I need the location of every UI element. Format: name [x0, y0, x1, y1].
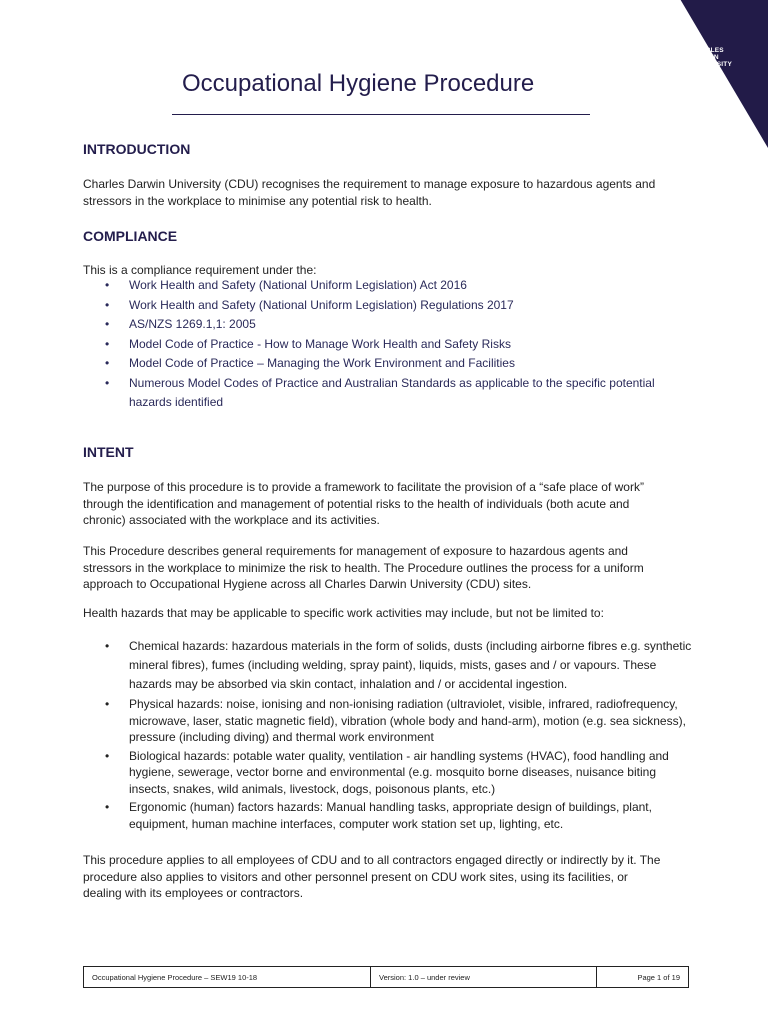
compliance-lead: This is a compliance requirement under the:	[83, 263, 317, 277]
footer-document-id: Occupational Hygiene Procedure – SEW19 10-18	[84, 967, 371, 987]
hazards-list	[83, 637, 698, 832]
introduction-heading: INTRODUCTION	[83, 141, 191, 157]
list-item: • Model Code of Practice – Managing the Work Environment and Facilities	[83, 354, 698, 374]
logo-line-1: CHARLES	[691, 47, 724, 54]
footer-version: Version: 1.0 – under review	[371, 967, 597, 987]
logo-line-2: DARWIN	[691, 54, 719, 61]
list-item: • Work Health and Safety (National Uniform Legislation) Act 2016	[83, 276, 698, 296]
intent-heading: INTENT	[83, 444, 134, 460]
list-item: • Numerous Model Codes of Practice and Australian Standards as applicable to the specific potential hazards identified	[83, 374, 698, 413]
intent-paragraph-3: Health hazards that may be applicable to specific work activities may include, but not be limited to:	[83, 606, 604, 620]
document-title: Occupational Hygiene Procedure	[182, 70, 535, 97]
university-logo	[676, 47, 742, 68]
footer-page-number: Page 1 of 19	[637, 972, 680, 982]
list-item: • AS/NZS 1269.1,1: 2005	[83, 315, 698, 335]
introduction-paragraph: Charles Darwin University (CDU) recognises the requirement to manage exposure to hazardous agents and stressors in the workplace to minimise any potential risk to health.	[83, 177, 656, 208]
intent-paragraph-2: This Procedure describes general requirements for management of exposure to hazardous agents and stressors in the workplace to minimize the risk to health. The Procedure outlines the process for a uniform approach to Occupational Hygiene across all Charles Darwin University (CDU) sites.	[83, 544, 644, 591]
list-item: • Biological hazards: potable water quality, ventilation - air handling systems (HVAC), food handling and hygiene, sewerage, vector borne and environmental (e.g. mosquito borne diseases, nuisance biting insects, snakes, wild animals, livestock, dogs, poisonous plants, etc.)	[83, 748, 698, 798]
scope-paragraph: This procedure applies to all employees of CDU and to all contractors engaged directly or indirectly by it. The procedure also applies to visitors and other personnel present on CDU work sites, using its facilities, or dealing with its employees or contractors.	[83, 853, 661, 900]
hazards-list-wrapper	[83, 637, 698, 834]
logo-line-3: UNIVERSITY	[691, 61, 733, 68]
list-item: • Work Health and Safety (National Uniform Legislation) Regulations 2017	[83, 296, 698, 316]
title-underline	[172, 114, 590, 115]
page-footer	[83, 966, 689, 988]
list-item: • Physical hazards: noise, ionising and non-ionising radiation (ultraviolet, visible, infrared, radiofrequency, microwave, laser, static magnetic field), vibration (whole body and hand-arm), motion (e.g. sea sickness), pressure (including diving) and thermal work environment	[83, 696, 698, 746]
logo-banner	[656, 0, 768, 148]
compliance-list	[83, 276, 698, 413]
shield-icon	[676, 47, 688, 61]
list-item: • Model Code of Practice - How to Manage Work Health and Safety Risks	[83, 335, 698, 355]
compliance-heading: COMPLIANCE	[83, 228, 178, 244]
intent-paragraph-1: The purpose of this procedure is to provide a framework to facilitate the provision of a “safe place of work” through the identification and management of potential risks to the health of individuals (both acute and chronic) associated with the workplace and its activities.	[83, 480, 644, 527]
list-item: • Chemical hazards: hazardous materials in the form of solids, dusts (including airborne fibres e.g. synthetic mineral fibres), fumes (including welding, spray paint), liquids, mists, gases and / or vapours. These hazards may be absorbed via skin contact, inhalation and / or accidental ingestion.	[83, 637, 698, 694]
compliance-list-wrapper	[83, 276, 698, 413]
list-item: • Ergonomic (human) factors hazards: Manual handling tasks, appropriate design of buildings, plant, equipment, human machine interfaces, computer work station set up, lighting, etc.	[83, 799, 698, 832]
